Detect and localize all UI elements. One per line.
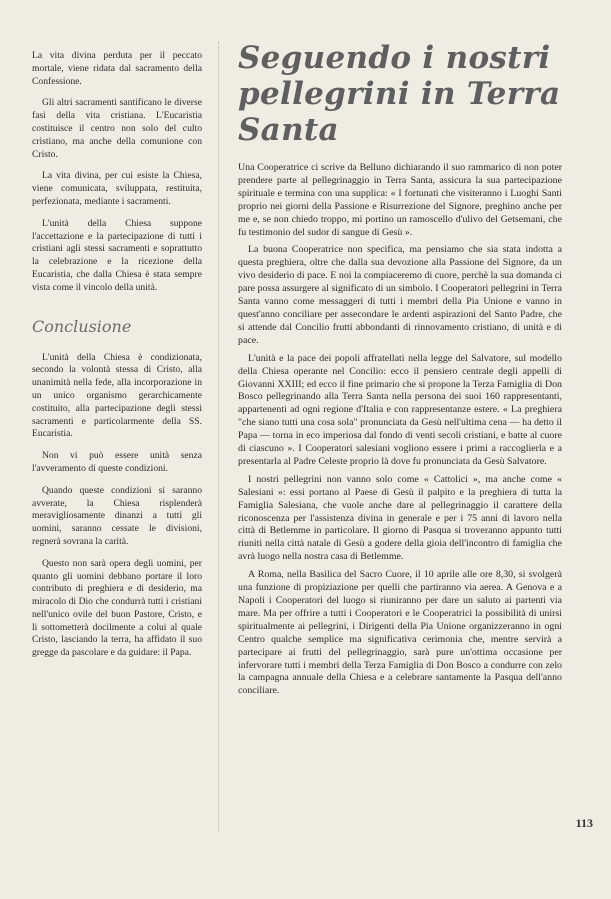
- section-heading-conclusione: Conclusione: [32, 316, 132, 336]
- article-paragraph-4: I nostri pellegrini non vanno solo come « Cattolici », ma anche come « Salesiani »: essi portano al Paese di Gesù il palpito e la preghiera di tutta la Famiglia Salesiana, che vuole anche dare al pellegrinaggio il carattere della riconoscenza per l'assistenza divina in generale e per i 75 anni di lavoro nella città di Betlemme in particolare. Il giorno di Pasqua si troveranno appunto tutti riuniti nella città natale di Gesù a godere della gioia dell'incontro di famiglia che avrà luogo nella nostra casa di Betlemme.: [238, 473, 562, 563]
- left-paragraph-4: L'unità della Chiesa suppone l'accettazione e la partecipazione di tutti i cristiani agli stessi sacramenti e soprattutto la celebrazione e la ricezione della Eucaristia, che dalla Chiesa è stata sempre vista come il vincolo della unità.: [32, 217, 202, 293]
- article-title: Seguendo i nostri pellegrini in Terra Santa: [238, 40, 561, 148]
- right-column: [238, 40, 562, 703]
- article-paragraph-3: L'unità e la pace dei popoli affratellati nella legge del Salvatore, sul modello della Chiesa operante nel Concilio: ecco il pensiero centrale degli appelli di Giovanni XXIII; ed ecco il fine primario che si propone la Terza Famiglia di Don Bosco pellegrinando alla Terra Santa nella persona dei suoi 160 rappresentanti, appartenenti ad ogni regione d'Italia e con rappresentanze estere. « La preghiera "che siano tutti una cosa sola" pronunciata da Gesù nell'ultima cena — ha detto il Papa — torna in eco imperiosa dal fondo di venti secoli cristiani, e batte al cuore di ciascuno ». I Cooperatori salesiani vogliono essere i primi a raccoglierla e a presentarla al Padre Celeste proprio là dove fu pronunciata da Gesù Salvatore.: [238, 352, 562, 467]
- conclusion-paragraph-2: Non vi può essere unità senza l'avveramento di queste condizioni.: [32, 450, 202, 474]
- conclusion-paragraph-1: L'unità della Chiesa è condizionata, secondo la volontà stessa di Cristo, alla unanimità nella fede, alla incorporazione in un unico organismo gerarchicamente costituito, alla partecipazione degli stessi sacramenti e particolarmente della SS. Eucaristia.: [32, 351, 202, 440]
- article-paragraph-5: A Roma, nella Basilica del Sacro Cuore, il 10 aprile alle ore 8,30, si svolgerà una funzione di propiziazione per quelli che partiranno via aerea. A Genova e a Napoli i Cooperatori del luogo si riuniranno per dare un saluto ai partenti via mare. Ma per offrire a tutti i Cooperatori e le Cooperatrici la possibilità di unirsi spiritualmente ai pellegrini, i Dirigenti della Pia Unione organizzeranno in ogni Centro qualche semplice ma significativa cerimonia che, mentre servirà a partecipare ai frutti del pellegrinaggio, sarà pure un'ottima occasione per infervorare tutti i membri della Terza Famiglia di Don Bosco a condurre con zelo la campagna annuale della Chiesa e a celebrare santamente la Pasqua dell'anno conciliare.: [238, 569, 562, 697]
- left-paragraph-1: La vita divina perduta per il peccato mortale, viene ridata dal sacramento della Confessione.: [32, 50, 202, 87]
- left-paragraph-3: La vita divina, per cui esiste la Chiesa, viene comunicata, sviluppata, restituita, perfezionata, mediante i sacramenti.: [32, 170, 202, 207]
- article-paragraph-2: La buona Cooperatrice non specifica, ma pensiamo che sia stata indotta a questa preghiera, oltre che dalla sua devozione alla Passione del Signore, da un vivo desiderio di pace. E noi la compiaceremo di cuore, perchè la sua domanda ci pare possa assurgere al significato di un simbolo. I Cooperatori pellegrini in Terra Santa vanno come messaggeri di tutti i membri della Pia Unione e vanno in quest'anno conciliare per assecondare le ardenti aspirazioni del Santo Padre, che si attende dal Concilio frutti abbondanti di rinnovamento cristiano, di unità e di pace.: [238, 244, 562, 346]
- article-paragraph-1: Una Cooperatrice ci scrive da Belluno dichiarando il suo rammarico di non poter prendere parte al pellegrinaggio in Terra Santa, assicura la sua partecipazione spirituale e termina con una supplica: « I fortunati che visiteranno i Luoghi Santi proprio nei giorni della Passione e Risurrezione del Signore, preghino anche per me e, se non chiedo troppo, mi portino un ramoscello d'ulivo del Getsemani, che fu testimonio del sudor di sangue di Gesù ».: [238, 162, 562, 238]
- page-number: 113: [575, 816, 593, 830]
- conclusion-paragraph-4: Questo non sarà opera degli uomini, per quanto gli uomini debbano portare il loro contributo di preghiera e di desiderio, ma miracolo di Dio che condurrà tutti i cristiani nell'unico ovile del buon Pastore, Cristo, e li sottometterà docilmente a colui al quale Cristo, lasciando la terra, ha affidato il suo gregge da pascolare e da guidare: il Papa.: [32, 557, 202, 659]
- column-divider: [218, 42, 219, 832]
- left-paragraph-2: Gli altri sacramenti santificano le diverse fasi della vita cristiana. L'Eucaristia costituisce il centro non solo del culto cristiano, ma anche della comunione con Cristo.: [32, 97, 202, 160]
- conclusion-paragraph-3: Quando queste condizioni si saranno avverate, la Chiesa risplenderà meravigliosamente dinanzi a tutti gli uomini, saranno cessate le divisioni, regnerà sovrana la carità.: [32, 484, 202, 547]
- left-column: [32, 50, 202, 669]
